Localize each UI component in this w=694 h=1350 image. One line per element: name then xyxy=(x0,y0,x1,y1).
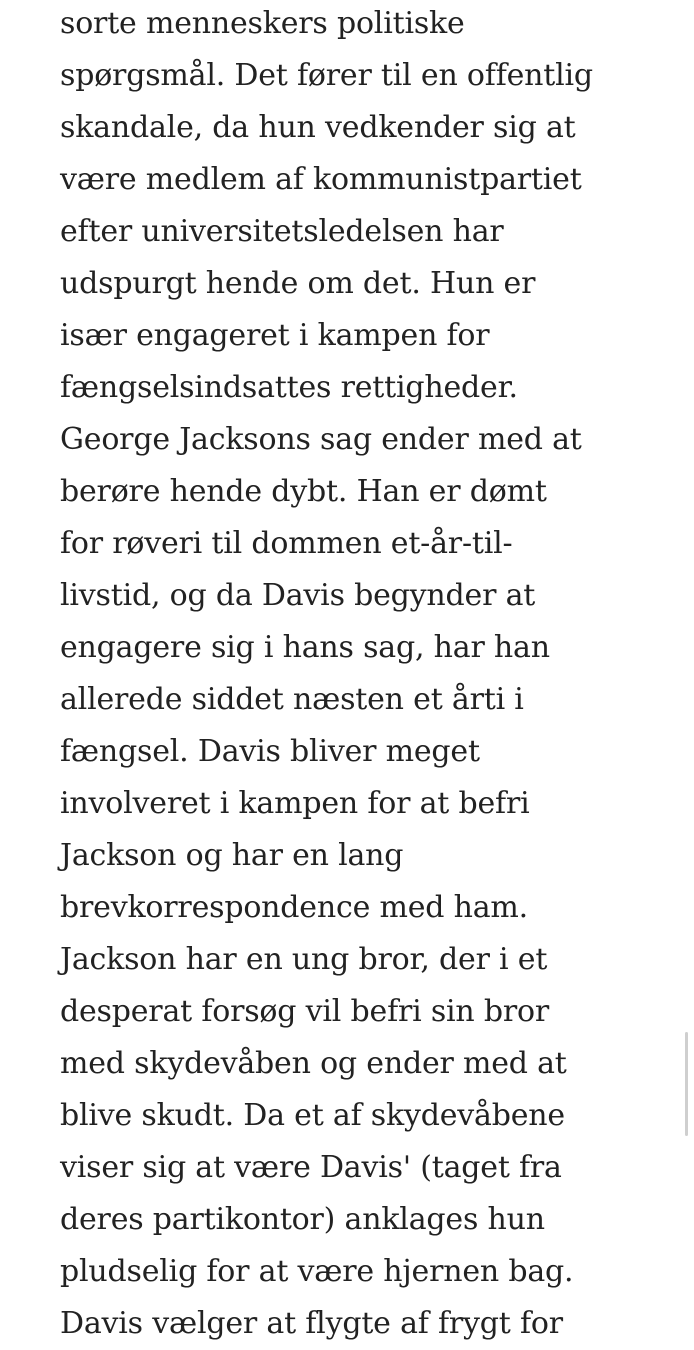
text-line: pludselig for at være hjernen bag. xyxy=(60,1254,574,1289)
text-line: fængselsindsattes rettigheder. xyxy=(60,370,518,405)
text-line: Jackson har en ung bror, der i et xyxy=(60,942,548,977)
text-line: desperat forsøg vil befri sin bror xyxy=(60,994,550,1029)
text-line: livstid, og da Davis begynder at xyxy=(60,578,536,613)
text-line: med skydevåben og ender med at xyxy=(60,1046,567,1081)
text-line: deres partikontor) anklages hun xyxy=(60,1202,545,1237)
text-line: blive skudt. Da et af skydevåbene xyxy=(60,1098,565,1133)
text-line: efter universitetsledelsen har xyxy=(60,214,504,249)
text-line: udspurgt hende om det. Hun er xyxy=(60,266,536,301)
text-line: brevkorrespondence med ham. xyxy=(60,890,529,925)
text-line: sorte menneskers politiske xyxy=(60,6,465,41)
text-line: Jackson og har en lang xyxy=(60,838,404,873)
text-line: viser sig at være Davis' (taget fra xyxy=(60,1150,562,1185)
article-body xyxy=(60,0,660,1350)
text-line: være medlem af kommunistpartiet xyxy=(60,162,582,197)
text-line: involveret i kampen for at befri xyxy=(60,786,530,821)
text-line: især engageret i kampen for xyxy=(60,318,490,353)
text-line: fængsel. Davis bliver meget xyxy=(60,734,480,769)
text-line: spørgsmål. Det fører til en offentlig xyxy=(60,58,593,93)
text-line: engagere sig i hans sag, har han xyxy=(60,630,550,665)
scrollbar-thumb[interactable] xyxy=(685,1032,688,1136)
text-line: for røveri til dommen et-år-til- xyxy=(60,526,513,561)
text-line: allerede siddet næsten et årti i xyxy=(60,682,524,717)
text-line: George Jacksons sag ender med at xyxy=(60,422,582,457)
text-line: berøre hende dybt. Han er dømt xyxy=(60,474,547,509)
text-line: skandale, da hun vedkender sig at xyxy=(60,110,576,145)
text-line: Davis vælger at flygte af frygt for xyxy=(60,1306,563,1341)
